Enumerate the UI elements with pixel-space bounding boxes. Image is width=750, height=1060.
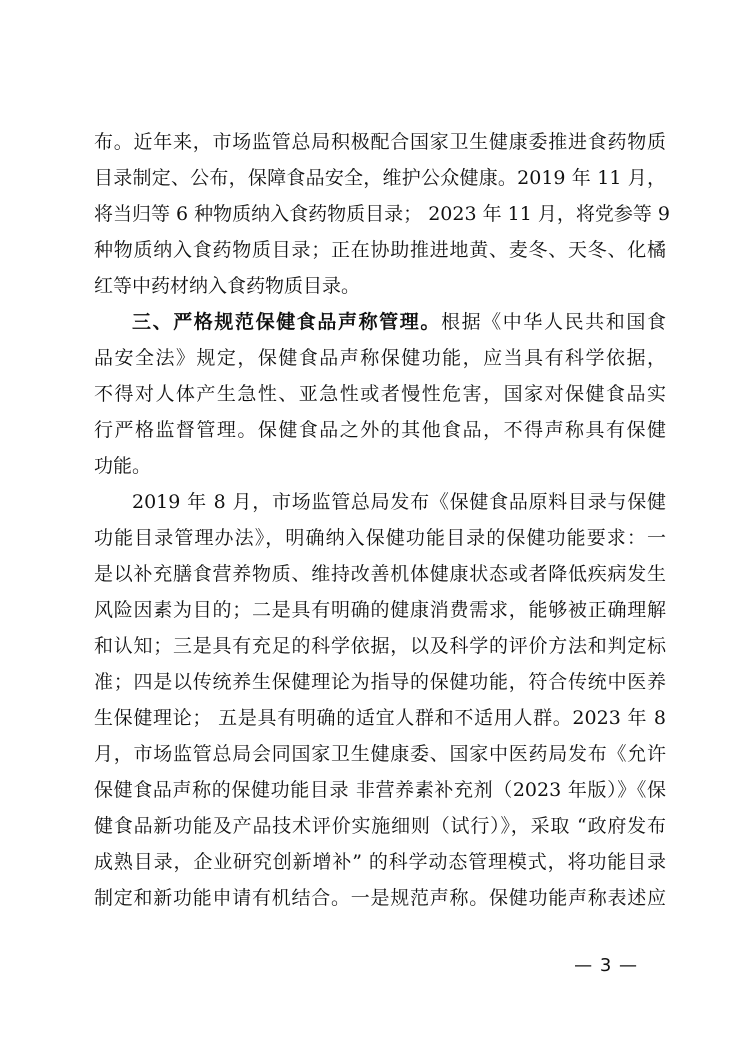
text-line: 风险因素为目的；二是具有明确的健康消费需求，能够被正确理解 [94,599,666,621]
text-run: 根据《中华人民共和国食 [440,311,666,333]
text-line: 将当归等 6 种物质纳入食药物质目录； 2023 年 11 月，将党参等 9 [94,203,670,225]
text-line [94,304,666,340]
text-line: 功能。 [94,455,152,477]
text-line: 目录制定、公布，保障食品安全，维护公众健康。2019 年 11 月， [94,167,666,189]
text-line: 生保健理论； 五是具有明确的适宜人群和不适用人群。2023 年 8 [94,707,666,729]
text-line: 功能目录管理办法》，明确纳入保健功能目录的保健功能要求：一 [94,527,666,549]
text-line: 布。近年来，市场监管总局积极配合国家卫生健康委推进食药物质 [94,131,666,153]
document-body [94,124,670,916]
text-line: 品安全法》规定，保健食品声称保健功能，应当具有科学依据， [94,347,666,369]
page-footer [0,955,750,985]
text-line: 准；四是以传统养生保健理论为指导的保健功能，符合传统中医养 [94,671,666,693]
text-line: 种物质纳入食药物质目录；正在协助推进地黄、麦冬、天冬、化橘 [94,239,666,261]
page-number: — 3 — [574,955,638,976]
text-line: 是以补充膳食营养物质、维持改善机体健康状态或者降低疾病发生 [94,563,666,585]
text-line: 行严格监督管理。保健食品之外的其他食品，不得声称具有保健 [94,419,666,441]
paragraph-health-food-claims [94,304,666,484]
text-line: 健食品新功能及产品技术评价实施细则（试行）》，采取 “政府发布 [94,815,666,837]
section-heading: 三、严格规范保健食品声称管理。 [132,311,441,333]
text-line: 2019 年 8 月，市场监管总局发布《保健食品原料目录与保健 [132,491,666,513]
paragraph-food-drug-catalog [94,124,670,304]
text-line: 成熟目录，企业研究创新增补” 的科学动态管理模式，将功能目录 [94,851,666,873]
text-line: 月，市场监管总局会同国家卫生健康委、国家中医药局发布《允许 [94,743,666,765]
text-line: 制定和新功能申请有机结合。一是规范声称。保健功能声称表述应 [94,887,666,909]
text-line: 保健食品声称的保健功能目录 非营养素补充剂（2023 年版）》《保 [94,779,666,801]
text-line: 和认知；三是具有充足的科学依据，以及科学的评价方法和判定标 [94,635,666,657]
paragraph-2019-measures [94,484,666,916]
text-line: 不得对人体产生急性、亚急性或者慢性危害，国家对保健食品实 [94,383,666,405]
text-line: 红等中药材纳入食药物质目录。 [94,275,361,297]
